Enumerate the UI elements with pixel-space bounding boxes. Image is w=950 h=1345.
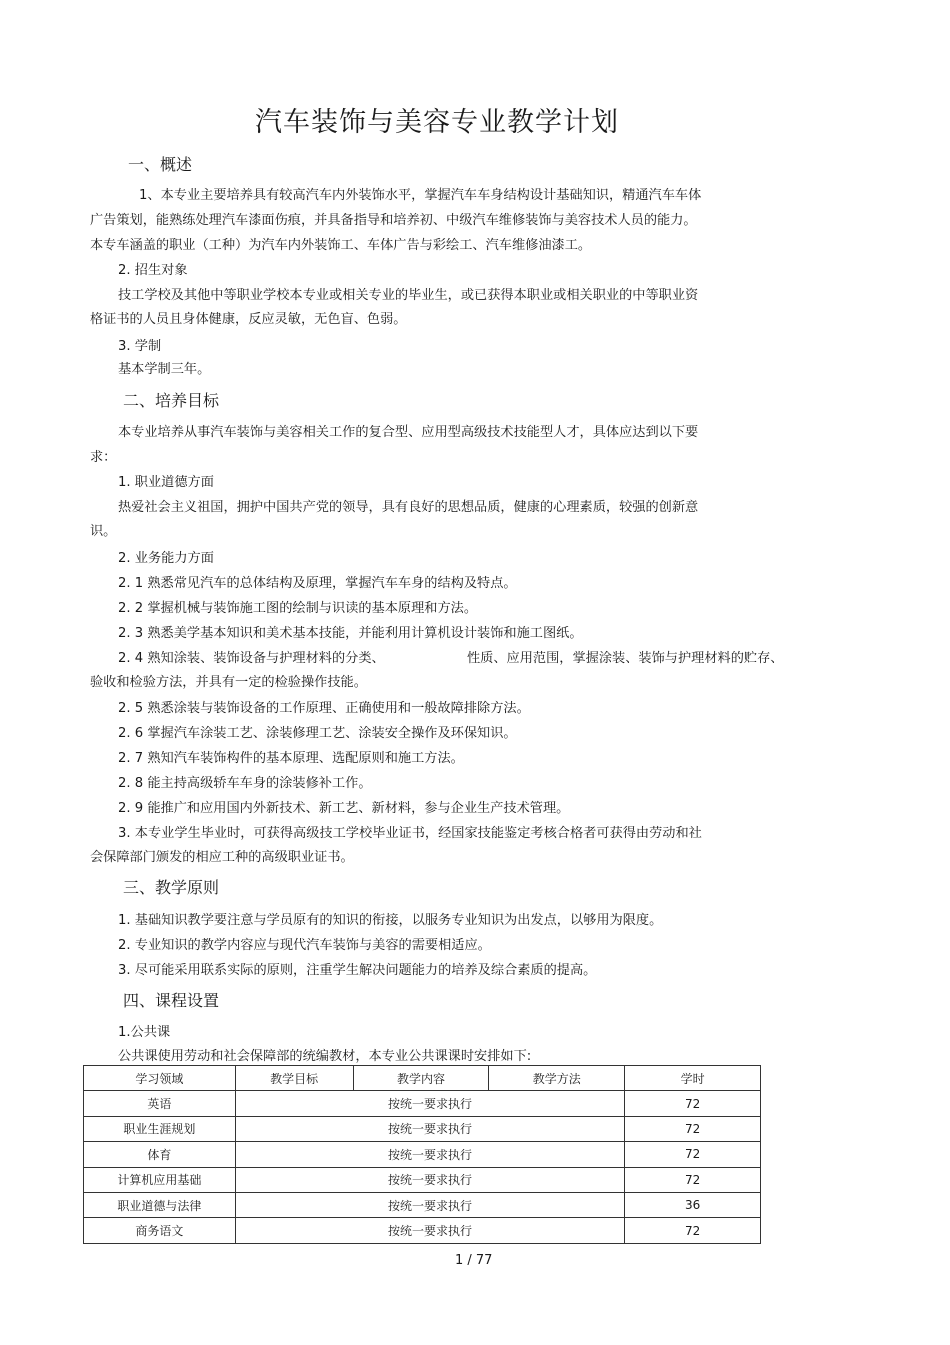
hours-cell: 36 [625,1192,761,1217]
note-cell: 按统一要求执行 [235,1142,624,1167]
paragraph-line: 公共课使用劳动和社会保障部的统编教材，本专业公共课课时安排如下: [118,1049,532,1064]
subheading-public-courses: 1.公共课 [118,1025,171,1040]
note-cell: 按统一要求执行 [235,1167,624,1192]
column-header: 学时 [625,1066,761,1091]
table-row [84,1116,761,1141]
subheading-ethics: 1. 职业道德方面 [118,475,214,490]
subheading-duration: 3. 学制 [118,339,162,354]
note-cell: 按统一要求执行 [235,1091,624,1116]
list-item: 2. 3 熟悉美学基本知识和美术基本技能，并能利用计算机设计装饰和施工图纸。 [118,626,583,641]
table-header-row [84,1066,761,1091]
column-header: 教学目标 [235,1066,353,1091]
course-hours-table [83,1065,761,1244]
paragraph-line: 基本学制三年。 [118,362,211,377]
list-item: 2. 8 能主持高级轿车车身的涂装修补工作。 [118,776,372,791]
area-cell: 商务语文 [84,1218,236,1243]
list-item: 2. 1 熟悉常见汽车的总体结构及原理，掌握汽车车身的结构及特点。 [118,576,517,591]
subheading-enrollment: 2. 招生对象 [118,263,188,278]
paragraph-line: 本专车涵盖的职业（工种）为汽车内外装饰工、车体广告与彩绘工、汽车维修油漆工。 [90,238,592,253]
hours-cell: 72 [625,1142,761,1167]
note-cell: 按统一要求执行 [235,1192,624,1217]
paragraph-line: 验收和检验方法，并具有一定的检验操作技能。 [90,675,367,690]
area-cell: 职业道德与法律 [84,1192,236,1217]
paragraph-line: 热爱社会主义祖国，拥护中国共产党的领导，具有良好的思想品质，健康的心理素质，较强的创新意 [118,500,699,515]
paragraph-line: 识。 [90,524,117,539]
paragraph-line: 3. 本专业学生毕业时，可获得高级技工学校毕业证书，经国家技能鉴定考核合格者可获得由劳动和社 [118,826,702,841]
table-row [84,1218,761,1243]
note-cell: 按统一要求执行 [235,1116,624,1141]
list-item: 1. 基础知识教学要注意与学员原有的知识的衔接，以服务专业知识为出发点，以够用为限度。 [118,913,663,928]
table-row [84,1167,761,1192]
hours-cell: 72 [625,1116,761,1141]
area-cell: 职业生涯规划 [84,1116,236,1141]
paragraph-line: 求： [90,450,117,465]
list-item: 2. 5 熟悉涂装与装饰设备的工作原理、正确使用和一般故障排除方法。 [118,701,530,716]
paragraph-line: 会保障部门颁发的相应工种的高级职业证书。 [90,850,354,865]
list-item: 2. 9 能推广和应用国内外新技术、新工艺、新材料，参与企业生产技术管理。 [118,801,570,816]
list-item: 2. 4 熟知涂装、装饰设备与护理材料的分类、 [118,651,385,666]
area-cell: 计算机应用基础 [84,1167,236,1192]
document-title: 汽车装饰与美容专业教学计划 [255,107,619,138]
paragraph-line: 格证书的人员且身体健康，反应灵敏，无色盲、色弱。 [90,312,407,327]
table-row [84,1091,761,1116]
column-header: 教学方法 [489,1066,625,1091]
note-cell: 按统一要求执行 [235,1218,624,1243]
table-row [84,1192,761,1217]
hours-cell: 72 [625,1091,761,1116]
list-item: 3. 尽可能采用联系实际的原则，注重学生解决问题能力的培养及综合素质的提高。 [118,963,597,978]
paragraph-line: 技工学校及其他中等职业学校本专业或相关专业的毕业生，或已获得本职业或相关职业的中等职业资 [118,288,699,303]
list-item: 2. 6 掌握汽车涂装工艺、涂装修理工艺、涂装安全操作及环保知识。 [118,726,517,741]
section-heading-overview: 一、概述 [128,155,193,174]
paragraph-line: 1、本专业主要培养具有较高汽车内外装饰水平，掌握汽车车身结构设计基础知识，精通汽车车体 [139,188,702,203]
table-row [84,1142,761,1167]
hours-cell: 72 [625,1218,761,1243]
list-item-continuation: 性质、应用范围，掌握涂装、装饰与护理材料的贮存、 [467,651,784,666]
section-heading-principles: 三、教学原则 [123,878,220,897]
column-header: 教学内容 [353,1066,489,1091]
paragraph-line: 广告策划，能熟练处理汽车漆面伤痕，并具备指导和培养初、中级汽车维修装饰与美容技术人员的能力。 [90,213,697,228]
section-heading-goals: 二、培养目标 [123,391,220,410]
area-cell: 英语 [84,1091,236,1116]
list-item: 2. 7 熟知汽车装饰构件的基本原理、选配原则和施工方法。 [118,751,464,766]
hours-cell: 72 [625,1167,761,1192]
page-number: 1 / 77 [455,1253,493,1268]
section-heading-courses: 四、课程设置 [123,991,220,1010]
subheading-skills: 2. 业务能力方面 [118,551,214,566]
list-item: 2. 2 掌握机械与装饰施工图的绘制与识读的基本原理和方法。 [118,601,478,616]
column-header: 学习领域 [84,1066,236,1091]
paragraph-line: 本专业培养从事汽车装饰与美容相关工作的复合型、应用型高级技术技能型人才，具体应达到以下要 [118,425,699,440]
area-cell: 体育 [84,1142,236,1167]
list-item: 2. 专业知识的教学内容应与现代汽车装饰与美容的需要相适应。 [118,938,491,953]
